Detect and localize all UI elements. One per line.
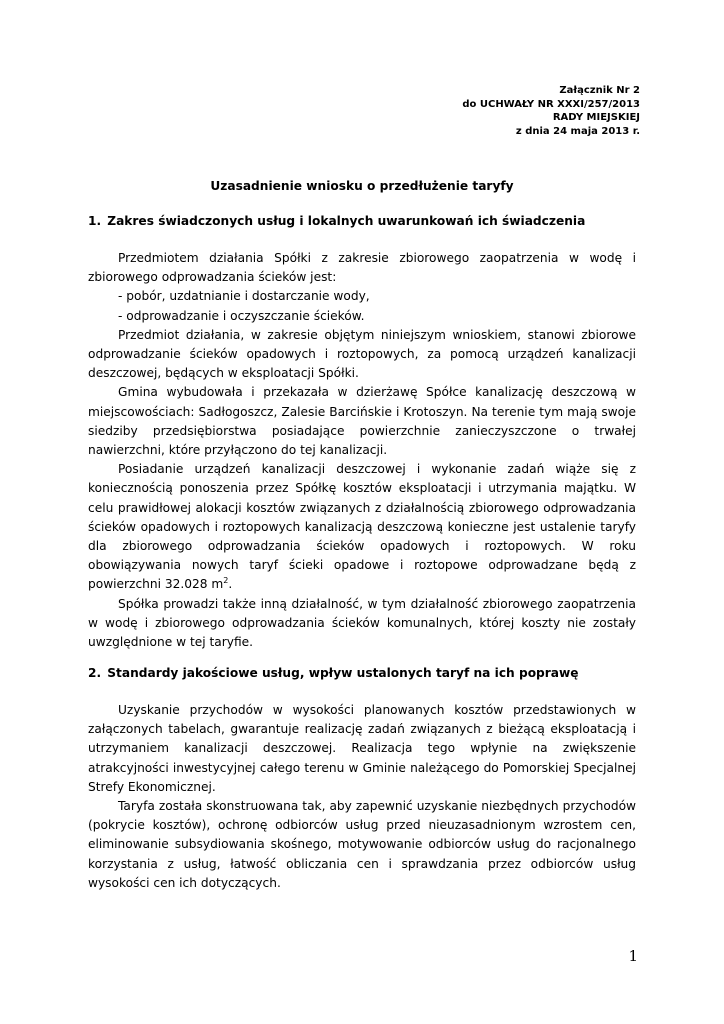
page-number: 1 [628,947,638,965]
list-item: - pobór, uzdatnianie i dostarczanie wody, [118,289,370,304]
document-title: Uzasadnienie wniosku o przedłużenie taryfy [210,179,514,193]
paragraph [88,460,636,594]
header-line-4: z dnia 24 maja 2013 r. [515,125,640,137]
section-1-body [88,249,636,652]
list-item: - odprowadzanie i oczyszczanie ścieków. [118,308,365,323]
attachment-header [462,84,640,138]
paragraph: Taryfa została skonstruowana tak, aby zapewnić uzyskanie niezbędnych przychodów (pokrycie kosztów), ochronę odbiorców usług przed nieuzasadnionym wzrostem cen, eliminowanie subsydiowania skośnego, motywowanie odbiorców usług do racjonalnego korzystania z usług, łatwość obliczania cen i sprawdzania przez odbiorców usług wysokości cen ich dotyczących. [88,799,636,890]
section-2-body [88,701,636,893]
header-line-2: do UCHWAŁY NR XXXI/257/2013 [462,98,640,110]
paragraph: Przedmiotem działania Spółki z zakresie zbiorowego zaopatrzenia w wodę i zbiorowego odprowadzania ścieków jest: [88,251,636,285]
header-line-3: RADY MIEJSKIEJ [552,112,640,123]
paragraph-end: . [228,577,233,592]
header-line-1: Załącznik Nr 2 [559,85,640,96]
superscript: 2 [223,576,229,586]
paragraph-text: Posiadanie urządzeń kanalizacji deszczowej i wykonanie zadań wiąże się z koniecznością ponoszenia przez Spółkę kosztów eksploatacji i utrzymania majątku. W celu prawidłowej alokacji kosztów związanych z działalnością zbiorowego odprowadzania ścieków opadowych i roztopowych kanalizacją deszczową konieczne jest ustalenie taryfy dla zbiorowego odprowadzania ścieków opadowych i roztopowych. W roku obowiązywania nowych taryf ścieki opadowe i roztopowe odprowadzane będą z powierzchni 32.028 m [88,462,636,592]
paragraph-text: Gmina wybudowała i przekazała w dzierżawę Spółce kanalizację deszczową w miejscowościach: Sadłogoszcz, Zalesie Barcińskie i Krotoszyn. Na terenie tym mają swoje siedziby przedsiębiorstwa posiadające powierzchnie zanieczyszczone o trwałej nawierzchni, które przyłączono do tej kanalizacji. [88,385,636,458]
section-1-number: 1. [88,214,102,228]
paragraph [88,383,636,460]
section-1-heading [88,214,585,228]
section-2-title: Standardy jakościowe usług, wpływ ustalonych taryf na ich poprawę [107,666,579,680]
paragraph: Uzyskanie przychodów w wysokości planowanych kosztów przedstawionych w załączonych tabelach, gwarantuje realizację zadań związanych z bieżącą eksploatacją i utrzymaniem kanalizacji deszczowej. Realizacja tego wpłynie na zwiększenie atrakcyjności inwestycyjnej całego terenu w Gminie należącego do Pomorskiej Specjalnej Strefy Ekonomicznej. [88,703,636,794]
section-2-number: 2. [88,666,102,680]
paragraph: Spółka prowadzi także inną działalność, w tym działalność zbiorowego zaopatrzenia w wodę i zbiorowego odprowadzania ścieków komunalnych, której koszty nie zostały uwzględnione w tej taryfie. [88,596,636,650]
section-1-title: Zakres świadczonych usług i lokalnych uwarunkowań ich świadczenia [107,214,586,228]
paragraph: Przedmiot działania, w zakresie objętym niniejszym wnioskiem, stanowi zbiorowe odprowadzanie ścieków opadowych i roztopowych, za pomocą urządzeń kanalizacji deszczowej, będących w eksploatacji Spółki. [88,327,636,381]
section-2-heading [88,666,579,680]
